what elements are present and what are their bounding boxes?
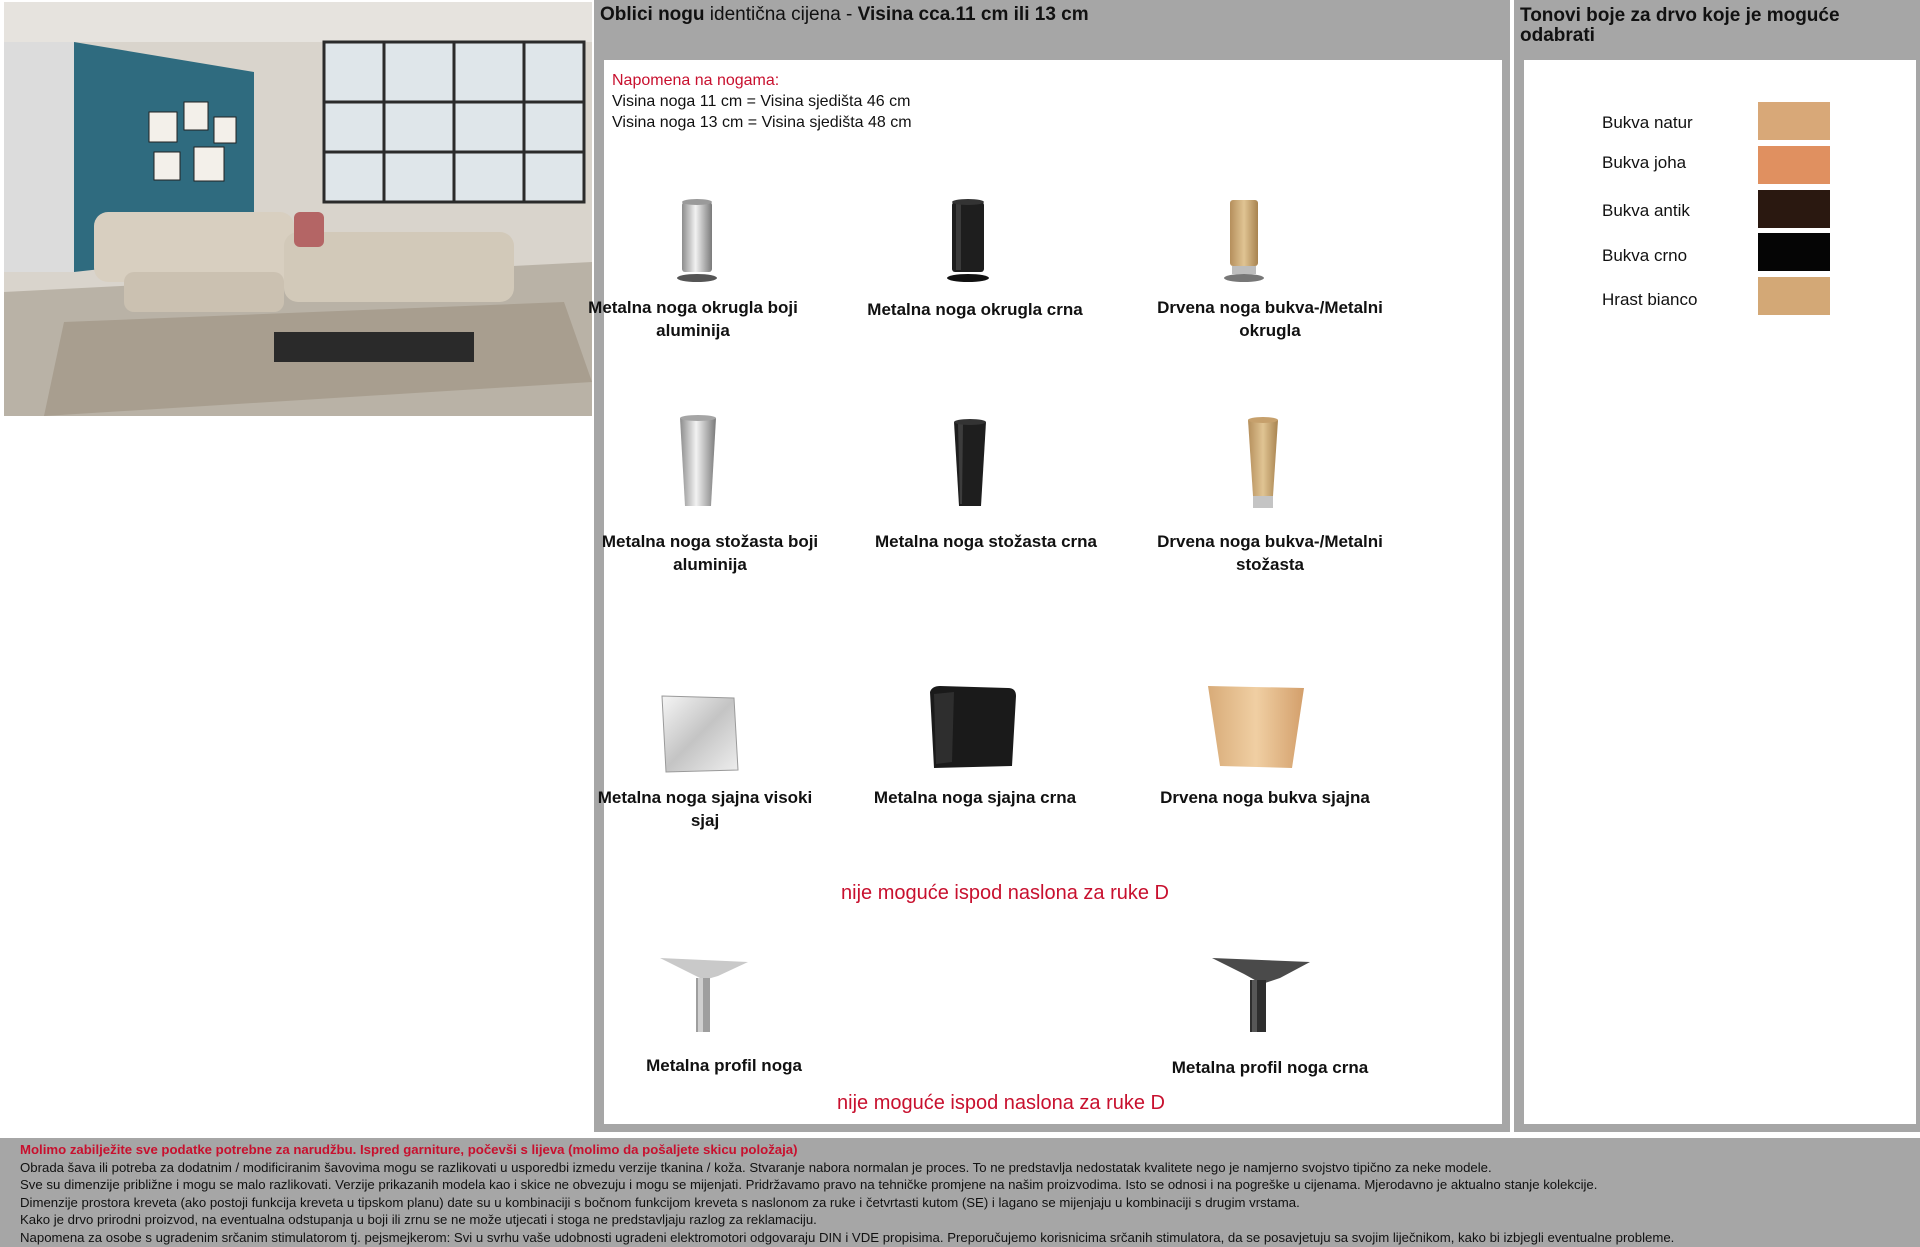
- leg-notes: [612, 70, 912, 133]
- leg-profile-aluminium-icon: [658, 956, 750, 1041]
- wood-tone-label: Bukva antik: [1602, 201, 1690, 220]
- leg-label: Metalna noga okrugla crna: [867, 300, 1083, 319]
- leg-block-black-icon: [924, 684, 1020, 779]
- leg-round-aluminium-icon: [675, 198, 719, 289]
- wood-tone-label: Bukva joha: [1602, 153, 1687, 172]
- leg-label: Metalna noga stožasta boji aluminija: [601, 532, 819, 574]
- wood-tone-label: Bukva natur: [1602, 113, 1693, 132]
- wood-tone-swatch: [1758, 233, 1830, 271]
- wood-tone-swatch: [1758, 102, 1830, 140]
- leg-round-wood-metal-icon: [1222, 196, 1266, 289]
- restriction-note: nije moguće ispod naslona za ruke D: [841, 882, 1169, 904]
- footer-order-note: Molimo zabilježite sve podatke potrebne za narudžbu. Ispred garniture, počevši s lijeva (molimo da pošaljete skicu položaja): [20, 1142, 798, 1157]
- leg-shapes-title: Oblici nogu identična cijena - Visina cca.11 cm ili 13 cm: [600, 4, 1089, 25]
- living-room-photo: [4, 2, 592, 416]
- wood-tone-swatch: [1758, 190, 1830, 228]
- leg-label: Drvena noga bukva-/Metalni stožasta: [1157, 532, 1383, 574]
- leg-label: Drvena noga bukva-/Metalni okrugla: [1157, 298, 1383, 340]
- leg-cone-aluminium-icon: [676, 414, 720, 515]
- leg-label: Metalna noga okrugla boji aluminija: [588, 298, 798, 340]
- leg-label: Metalna noga sjajna crna: [873, 788, 1077, 807]
- sofa-room-illustration: [4, 2, 592, 416]
- leg-profile-black-icon: [1210, 956, 1312, 1041]
- leg-block-wood-icon: [1206, 682, 1306, 777]
- leg-block-chrome-icon: [656, 690, 742, 781]
- wood-tone-label: Hrast bianco: [1602, 290, 1698, 309]
- leg-label: Metalna noga stožasta crna: [874, 532, 1097, 551]
- leg-notes-line1: Visina noga 11 cm = Visina sjedišta 46 cm: [612, 93, 911, 110]
- footer-note-line: Sve su dimenzije približne i mogu se malo razlikovati. Verzije prikazanih modela kao i skice ne obvezuju i mogu se mijenjati. Pridržavamo pravo na tehničke promjene na našim proizvodima. Isto se odnosi i na pogreške u cijenama. Mjerodavno je aktualno stanje kolekcije.: [20, 1177, 1598, 1193]
- footer-note-line: Napomena za osobe s ugradenim srčanim stimulatorom tj. pejsmejkerom: Svi u svrhu vaše udobnosti ugradeni elektromotori odgovaraju DIN i VDE propisima. Preporučujemo korisnicima srčanih stimulatora, da se posavjetuju sa svojim liječnikom, kako bi izbjegli eventualne probleme.: [20, 1229, 1675, 1245]
- leg-round-black-icon: [946, 198, 990, 289]
- footer-notes: [20, 1141, 1674, 1247]
- restriction-note: nije moguće ispod naslona za ruke D: [837, 1092, 1165, 1114]
- leg-label: Metalna profil noga crna: [1171, 1058, 1369, 1077]
- wood-tone-swatch: [1758, 277, 1830, 315]
- footer-note-line: Obrada šava ili potreba za dodatnim / modificiranim šavovima mogu se razlikovati u usporedbi izmedu verzije tkanina / koža. Stvaranje nabora normalan je proces. To ne predstavlja nedostatak kvalitete nego je namjerno svojstvo tipično za neke modele.: [20, 1159, 1492, 1175]
- wood-tone-swatch: [1758, 146, 1830, 184]
- wood-tone-label: Bukva crno: [1602, 246, 1688, 265]
- leg-cone-wood-metal-icon: [1245, 416, 1281, 517]
- leg-cone-black-icon: [948, 418, 992, 515]
- leg-label: Metalna noga sjajna visoki sjaj: [597, 788, 813, 830]
- leg-label: Metalna profil noga: [646, 1056, 802, 1075]
- footer-note-line: Dimenzije prostora kreveta (ako postoji funkcija kreveta u tipskom planu) date su u kombinaciji s bočnom funkcijom kreveta s naslonom za ruke i četvrtasti kutom (SE) i lagano se mijenjaju u kombinaciji s drugim vrstama.: [20, 1194, 1300, 1210]
- wood-tones-content: [1524, 60, 1916, 1124]
- leg-notes-title: Napomena na nogama:: [612, 72, 780, 89]
- leg-label: Drvena noga bukva sjajna: [1160, 788, 1370, 807]
- leg-notes-line2: Visina noga 13 cm = Visina sjedišta 48 cm: [612, 114, 912, 131]
- wood-tones-title: Tonovi boje za drvo koje je moguće odabrati: [1520, 5, 1840, 46]
- footer-note-line: Kako je drvo prirodni proizvod, na eventualna odstupanja u boji ili zrnu se ne može utjecati i stoga ne predstavljaju razlog za reklamaciju.: [20, 1212, 817, 1228]
